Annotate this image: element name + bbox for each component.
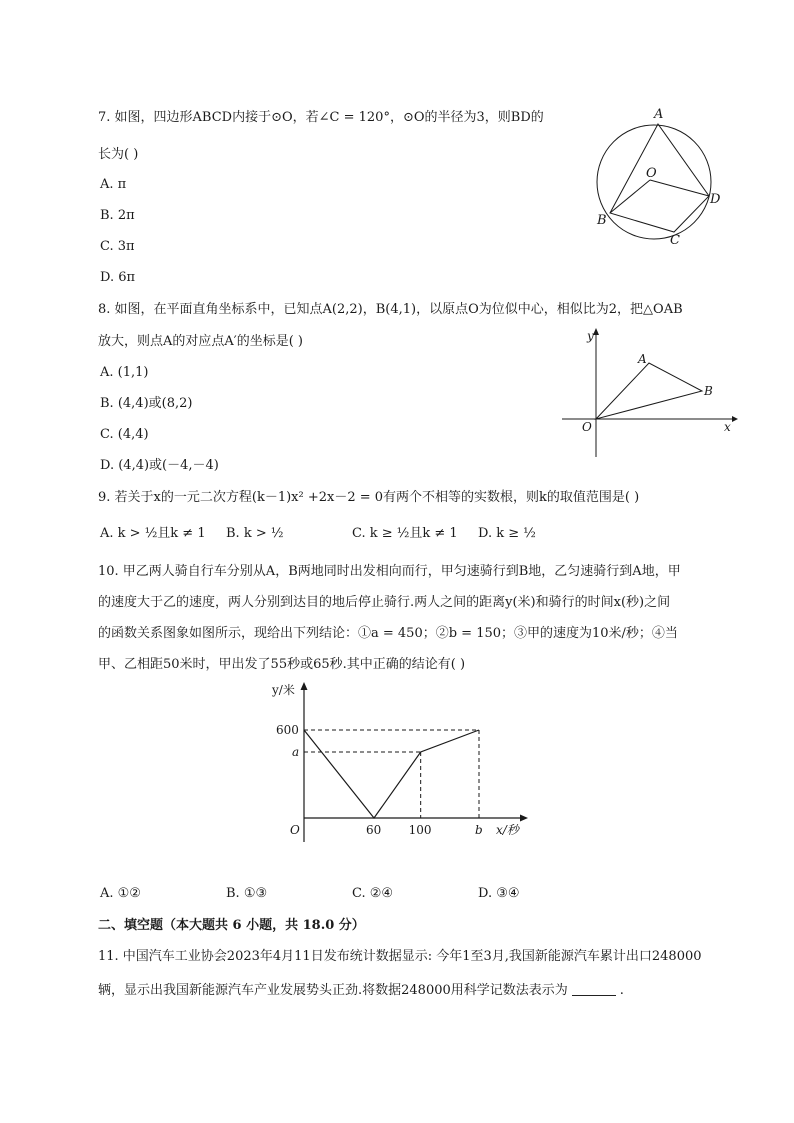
label-a: A bbox=[654, 107, 664, 122]
q10-distance-time-graph bbox=[268, 676, 538, 846]
q8-option-a: A. (1,1) bbox=[100, 365, 149, 380]
label-d: D bbox=[710, 192, 721, 207]
q11-line2-end: . bbox=[619, 983, 624, 998]
y-tick-600: 600 bbox=[276, 723, 299, 737]
q10-stem-line2: 的速度大于乙的速度，两人分别到达目的地后停止骑行.两人之间的距离y(米)和骑行的时间x(秒)之间 bbox=[98, 595, 671, 610]
q10-option-c: C. ②④ bbox=[352, 886, 394, 901]
q7-stem-line1: 7. 如图，四边形ABCD内接于⊙O，若∠C = 120°，⊙O的半径为3，则BD的 bbox=[98, 110, 544, 125]
q9-option-d: D. k ≥ ½ bbox=[478, 526, 536, 541]
q7-stem-line2: 长为( ) bbox=[98, 147, 139, 162]
answer-blank[interactable] bbox=[572, 983, 616, 996]
x-tick-60: 60 bbox=[366, 823, 382, 837]
x-axis-label: x/秒 bbox=[496, 823, 519, 837]
q11-line2-text: 辆，显示出我国新能源汽车产业发展势头正劲.将数据248000用科学记数法表示为 bbox=[98, 983, 568, 998]
q10-option-a: A. ①② bbox=[100, 886, 141, 901]
x-axis-arrow-icon bbox=[732, 416, 738, 422]
q11-stem-line1: 11. 中国汽车工业协会2023年4月11日发布统计数据显示: 今年1至3月,我国新能源汽车累计出口248000 bbox=[98, 949, 702, 964]
q7-circle-figure bbox=[588, 100, 728, 250]
q8-stem-line2: 放大，则点A的对应点A′的坐标是( ) bbox=[98, 334, 304, 349]
label-o: O bbox=[582, 420, 592, 434]
dashed-guides bbox=[304, 730, 479, 818]
label-x: x bbox=[724, 420, 731, 434]
q10-stem-line3: 的函数关系图象如图所示，现给出下列结论：①a = 450；②b = 150；③甲的速度为10米/秒；④当 bbox=[98, 626, 678, 641]
q9-option-c: C. k ≥ ½且k ≠ 1 bbox=[352, 526, 458, 541]
triangle-oab bbox=[596, 363, 702, 419]
section2-heading: 二、填空题（本大题共 6 小题，共 18.0 分） bbox=[98, 918, 365, 933]
label-o: O bbox=[646, 166, 657, 181]
origin-label: O bbox=[290, 823, 300, 837]
x-axis-arrow-icon bbox=[520, 815, 528, 822]
q8-option-b: B. (4,4)或(8,2) bbox=[100, 396, 193, 411]
q7-option-d: D. 6π bbox=[100, 270, 136, 285]
circle-o bbox=[597, 125, 711, 239]
q9-option-b: B. k > ½ bbox=[226, 526, 284, 541]
q8-option-c: C. (4,4) bbox=[100, 427, 149, 442]
q7-option-c: C. 3π bbox=[100, 239, 135, 254]
y-tick-a: a bbox=[292, 745, 300, 759]
label-b: B bbox=[704, 384, 713, 398]
label-c: C bbox=[670, 233, 680, 248]
segment-ob bbox=[610, 180, 650, 213]
label-a: A bbox=[638, 352, 647, 366]
q8-option-d: D. (4,4)或(－4,－4) bbox=[100, 458, 219, 473]
q8-coordinate-figure bbox=[560, 325, 740, 460]
q9-stem: 9. 若关于x的一元二次方程(k－1)x² +2x－2 = 0有两个不相等的实数根，则k的取值范围是( ) bbox=[98, 490, 640, 505]
q10-option-b: B. ①③ bbox=[226, 886, 268, 901]
q7-option-a: A. π bbox=[100, 177, 127, 192]
q10-stem-line4: 甲、乙相距50米时，甲出发了55秒或65秒.其中正确的结论有( ) bbox=[98, 657, 466, 672]
q7-option-b: B. 2π bbox=[100, 208, 135, 223]
q10-stem-line1: 10. 甲乙两人骑自行车分别从A，B两地同时出发相向而行，甲匀速骑行到B地，乙匀速骑行到A地，甲 bbox=[98, 564, 681, 579]
x-tick-100: 100 bbox=[408, 823, 432, 837]
y-axis-arrow-icon bbox=[593, 328, 599, 335]
label-b: B bbox=[597, 213, 607, 228]
q9-option-a: A. k > ½且k ≠ 1 bbox=[100, 526, 206, 541]
q11-stem-line2 bbox=[98, 982, 624, 1000]
segment-od bbox=[650, 180, 709, 196]
y-axis-arrow-icon bbox=[301, 682, 308, 690]
quadrilateral-abcd bbox=[610, 124, 709, 232]
x-tick-b: b bbox=[475, 823, 483, 837]
y-axis-label: y/米 bbox=[272, 683, 295, 697]
q10-option-d: D. ③④ bbox=[478, 886, 520, 901]
distance-series-line bbox=[304, 730, 479, 818]
label-y: y bbox=[587, 329, 594, 343]
q8-stem-line1: 8. 如图，在平面直角坐标系中，已知点A(2,2)，B(4,1)，以原点O为位似中心，相似比为2，把△OAB bbox=[98, 302, 683, 317]
